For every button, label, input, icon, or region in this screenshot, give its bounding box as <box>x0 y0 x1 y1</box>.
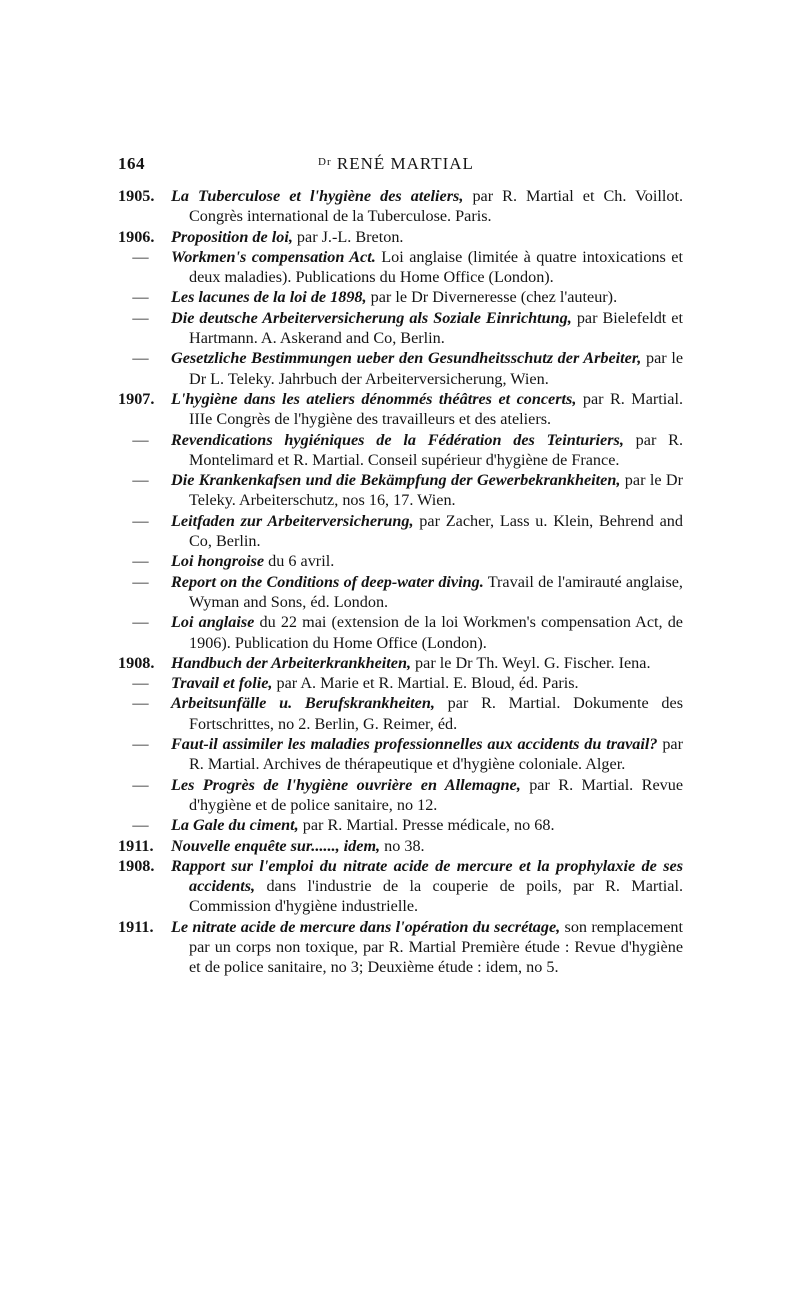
entry-title: Report on the Conditions of deep-water diving. <box>171 572 484 591</box>
entry-title: L'hygiène dans les ateliers dénommés théâtres et concerts, <box>171 389 577 408</box>
entry-title: Nouvelle enquête sur......, idem, <box>171 836 381 855</box>
entry-details: du 22 mai (extension de la loi Workmen's compensation Act, de 1906). Publication du Home Office (London). <box>189 613 683 652</box>
bibliography-entry <box>118 227 683 247</box>
bibliography-entry <box>118 734 683 775</box>
entry-title: La Tuberculose et l'hygiène des ateliers, <box>171 187 464 205</box>
bibliography-entry <box>118 856 683 917</box>
entry-year: — <box>132 430 149 449</box>
entry-year: — <box>132 471 149 490</box>
entry-text <box>171 287 683 307</box>
entry-details: par R. Montelimard et R. Martial. Conseil supérieur d'hygiène de France. <box>189 430 683 469</box>
entry-title: Handbuch der Arbeiterkrankheiten, <box>171 653 411 672</box>
entry-year: 1911. <box>118 917 154 936</box>
entry-year: — <box>132 511 149 530</box>
author-name: RENÉ MARTIAL <box>336 154 474 173</box>
entry-year: — <box>132 552 149 571</box>
entry-year: — <box>132 816 149 835</box>
entry-year: — <box>132 775 149 794</box>
entry-text <box>171 470 683 511</box>
bibliography-entry <box>118 775 683 816</box>
bibliography-entry <box>118 653 683 673</box>
entry-title: Gesetzliche Bestimmungen ueber den Gesundheitsschutz der Arbeiter, <box>171 349 642 368</box>
entry-text <box>171 308 683 349</box>
entry-text <box>171 247 683 288</box>
entry-year: 1905. <box>118 187 155 205</box>
entry-text <box>171 572 683 613</box>
entry-details: par le Dr Teleky. Arbeiterschutz, nos 16, 17. Wien. <box>189 471 683 510</box>
bibliography-entry <box>118 511 683 552</box>
entry-text <box>171 389 683 430</box>
entry-details: no 38. <box>380 836 425 855</box>
entry-title: Loi hongroise <box>171 552 265 571</box>
entry-year: — <box>132 308 149 327</box>
entry-text <box>171 430 683 471</box>
bibliography-entry <box>118 308 683 349</box>
entry-title: La Gale du ciment, <box>171 816 299 835</box>
bibliography-entry <box>118 572 683 613</box>
entry-details: par le Dr Th. Weyl. G. Fischer. Iena. <box>411 653 651 672</box>
entry-title: Workmen's compensation Act. <box>171 247 376 266</box>
entry-details: par Bielefeldt et Hartmann. A. Askerand and Co, Berlin. <box>189 308 683 348</box>
entry-details: par R. Martial. Dokumente des Fortschrittes, no 2. Berlin, G. Reimer, éd. <box>189 694 683 733</box>
entry-details: par le Dr Diverneresse (chez l'auteur). <box>366 288 618 307</box>
page-number: 164 <box>118 154 145 173</box>
entry-details: par J.-L. Breton. <box>292 227 404 246</box>
entry-details: par le Dr L. Teleky. Jahrbuch der Arbeiterversicherung, Wien. <box>189 349 684 388</box>
bibliography-entry <box>118 348 683 389</box>
bibliography-entry <box>118 287 683 307</box>
entry-details: du 6 avril. <box>264 552 335 571</box>
entry-year: — <box>132 735 149 754</box>
entry-year: 1906. <box>118 227 155 246</box>
entry-text <box>171 511 683 552</box>
entry-details: Loi anglaise (limitée à quatre intoxications et deux maladies). Publications du Home Office (London). <box>189 247 683 287</box>
entry-title: Loi anglaise <box>171 613 255 632</box>
entry-title: Le nitrate acide de mercure dans l'opération du secrétage, <box>171 917 561 936</box>
entry-text <box>171 734 683 775</box>
entry-details: par R. Martial. Revue d'hygiène et de police sanitaire, no 12. <box>189 775 684 814</box>
entry-text <box>171 917 683 978</box>
entry-title: Les lacunes de la loi de 1898, <box>171 288 367 307</box>
entry-year: — <box>132 613 149 632</box>
entry-year: — <box>132 288 149 307</box>
entry-year: — <box>132 572 149 591</box>
bibliography-entry <box>118 673 683 693</box>
entry-year: — <box>132 674 149 693</box>
entry-year: — <box>132 349 149 368</box>
entry-year: 1908. <box>118 653 155 672</box>
entry-year: 1908. <box>118 856 155 875</box>
entry-text <box>171 551 683 571</box>
entry-title: Revendications hygiéniques de la Fédération des Teinturiers, <box>171 430 624 449</box>
bibliography-entry <box>118 470 683 511</box>
entry-text <box>171 348 683 389</box>
author-prefix: Dr <box>318 156 332 168</box>
entry-title: Travail et folie, <box>171 674 273 693</box>
entry-year: 1907. <box>118 389 155 408</box>
bibliography-entry <box>118 815 683 835</box>
entry-text <box>171 653 683 673</box>
entry-text <box>171 815 683 835</box>
entry-title: Faut-il assimiler les maladies professionnelles aux accidents du travail? <box>171 735 658 754</box>
entry-details: par R. Martial et Ch. Voillot. Congrès international de la Tuberculose. Paris. <box>189 187 684 226</box>
entry-text <box>171 612 683 653</box>
bibliography-entry <box>118 389 683 430</box>
entry-text <box>171 186 683 227</box>
entry-year: — <box>132 694 149 713</box>
entry-text <box>171 775 683 816</box>
entry-text <box>171 673 683 693</box>
bibliography-entry <box>118 186 683 227</box>
entry-details: son remplacement par un corps non toxique, par R. Martial Première étude : Revue d'hygiène et de police sanitaire, no 3; Deuxième étude : idem, no 5. <box>189 917 684 977</box>
bibliography-entry <box>118 612 683 653</box>
bibliography-entry <box>118 247 683 288</box>
entry-details: par R. Martial. Archives de thérapeutique et d'hygiène coloniale. Alger. <box>189 735 683 774</box>
entry-title: Arbeitsunfälle u. Berufskrankheiten, <box>171 694 435 713</box>
entry-title: Rapport sur l'emploi du nitrate acide de mercure et la prophylaxie de ses accidents, <box>171 856 683 896</box>
entry-details: dans l'industrie de la couperie de poils, par R. Martial. Commission d'hygiène industrielle. <box>189 877 683 916</box>
entry-text <box>171 227 683 247</box>
bibliography-entry <box>118 836 683 856</box>
running-header <box>118 154 678 180</box>
bibliography-list <box>118 186 683 978</box>
entry-year: 1911. <box>118 836 154 855</box>
entry-text <box>171 693 683 734</box>
entry-details: par A. Marie et R. Martial. E. Bloud, éd. Paris. <box>272 674 579 693</box>
bibliography-entry <box>118 693 683 734</box>
entry-title: Leitfaden zur Arbeiterversicherung, <box>171 511 414 530</box>
entry-title: Les Progrès de l'hygiène ouvrière en Allemagne, <box>171 775 521 794</box>
entry-title: Proposition de loi, <box>171 227 293 246</box>
entry-title: Die deutsche Arbeiterversicherung als Soziale Einrichtung, <box>171 308 572 327</box>
entry-title: Die Krankenkafsen und die Bekämpfung der Gewerbekrankheiten, <box>171 471 621 490</box>
running-head-author <box>318 154 474 174</box>
entry-details: par R. Martial. Presse médicale, no 68. <box>298 816 555 835</box>
entry-text <box>171 836 683 856</box>
entry-text <box>171 856 683 917</box>
bibliography-entry <box>118 917 683 978</box>
entry-details: par Zacher, Lass u. Klein, Behrend and Co, Berlin. <box>189 511 683 551</box>
entry-details: Travail de l'amirauté anglaise, Wyman and Sons, éd. London. <box>189 572 683 611</box>
bibliography-entry <box>118 430 683 471</box>
entry-details: par R. Martial. IIIe Congrès de l'hygiène des travailleurs et des ateliers. <box>189 389 683 429</box>
bibliography-entry <box>118 551 683 571</box>
entry-year: — <box>132 247 149 266</box>
